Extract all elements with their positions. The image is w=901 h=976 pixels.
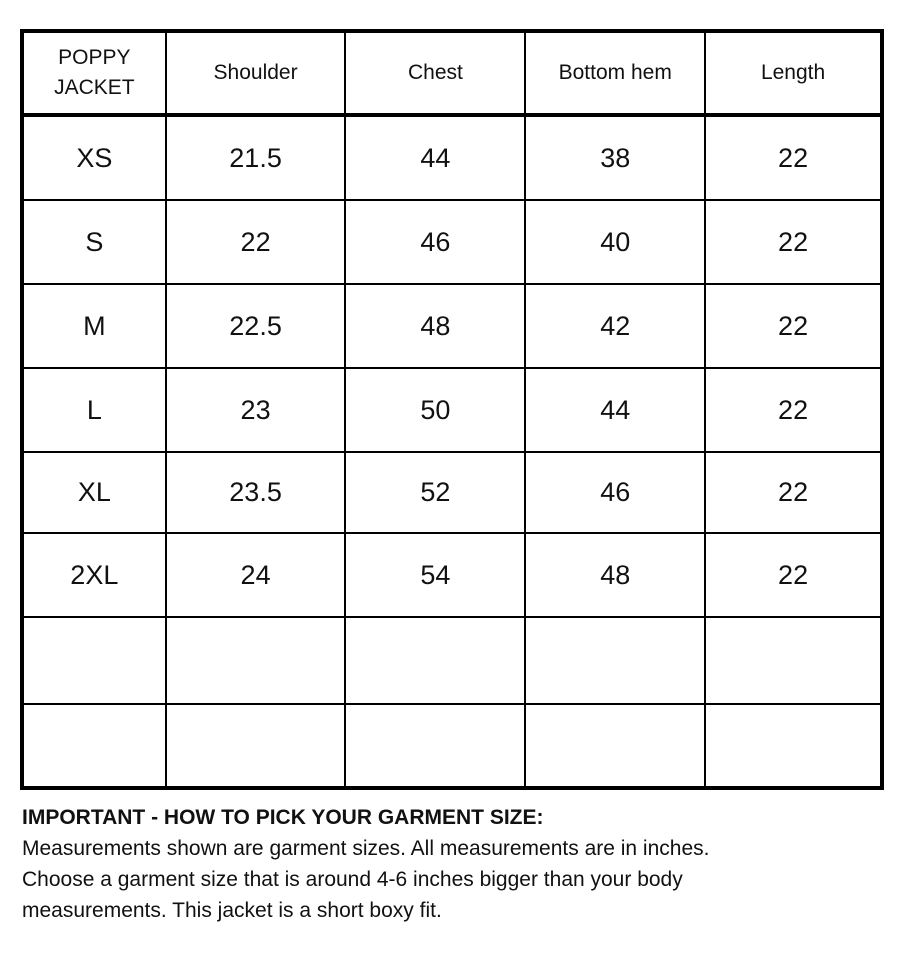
column-header-bottom-hem: Bottom hem: [525, 31, 705, 115]
sizing-note-line: measurements. This jacket is a short boxy fit.: [22, 899, 442, 922]
sizing-note-line: Measurements shown are garment sizes. All measurements are in inches.: [22, 837, 710, 860]
chest-cell: 52: [345, 452, 525, 533]
length-cell: 22: [705, 200, 882, 284]
length-cell: 22: [705, 284, 882, 368]
size-cell: M: [22, 284, 166, 368]
size-cell: S: [22, 200, 166, 284]
empty-table-row: [22, 617, 882, 704]
sizing-note-heading: IMPORTANT - HOW TO PICK YOUR GARMENT SIZE:: [22, 806, 544, 829]
size-cell: XL: [22, 452, 166, 533]
length-cell: 22: [705, 533, 882, 617]
table-row: [22, 115, 882, 200]
chest-cell: 54: [345, 533, 525, 617]
empty-cell: [705, 704, 882, 788]
shoulder-cell: 22: [166, 200, 346, 284]
chest-cell: 50: [345, 368, 525, 452]
shoulder-cell: 24: [166, 533, 346, 617]
bottom-hem-cell: 42: [525, 284, 705, 368]
product-name-line1: POPPY: [58, 46, 131, 69]
empty-cell: [22, 617, 166, 704]
shoulder-cell: 23: [166, 368, 346, 452]
sizing-note: [22, 802, 882, 926]
empty-table-row: [22, 704, 882, 788]
empty-cell: [345, 704, 525, 788]
length-cell: 22: [705, 368, 882, 452]
empty-cell: [166, 704, 346, 788]
size-cell: L: [22, 368, 166, 452]
table-row: [22, 368, 882, 452]
empty-cell: [166, 617, 346, 704]
table-row: [22, 200, 882, 284]
size-cell: XS: [22, 115, 166, 200]
empty-cell: [525, 617, 705, 704]
shoulder-cell: 23.5: [166, 452, 346, 533]
empty-cell: [525, 704, 705, 788]
bottom-hem-cell: 46: [525, 452, 705, 533]
empty-cell: [705, 617, 882, 704]
bottom-hem-cell: 38: [525, 115, 705, 200]
bottom-hem-cell: 40: [525, 200, 705, 284]
chest-cell: 46: [345, 200, 525, 284]
size-chart-table: [20, 29, 884, 790]
table-row: [22, 452, 882, 533]
empty-cell: [22, 704, 166, 788]
length-cell: 22: [705, 452, 882, 533]
shoulder-cell: 22.5: [166, 284, 346, 368]
sizing-note-line: Choose a garment size that is around 4-6 inches bigger than your body: [22, 868, 683, 891]
bottom-hem-cell: 48: [525, 533, 705, 617]
table-row: [22, 533, 882, 617]
column-header-shoulder: Shoulder: [166, 31, 346, 115]
empty-cell: [345, 617, 525, 704]
table-header-row: [22, 31, 882, 115]
bottom-hem-cell: 44: [525, 368, 705, 452]
size-cell: 2XL: [22, 533, 166, 617]
column-header-length: Length: [705, 31, 882, 115]
chest-cell: 44: [345, 115, 525, 200]
shoulder-cell: 21.5: [166, 115, 346, 200]
length-cell: 22: [705, 115, 882, 200]
column-header-chest: Chest: [345, 31, 525, 115]
product-name-header: [22, 31, 166, 115]
chest-cell: 48: [345, 284, 525, 368]
product-name-line2: JACKET: [54, 76, 135, 99]
table-row: [22, 284, 882, 368]
